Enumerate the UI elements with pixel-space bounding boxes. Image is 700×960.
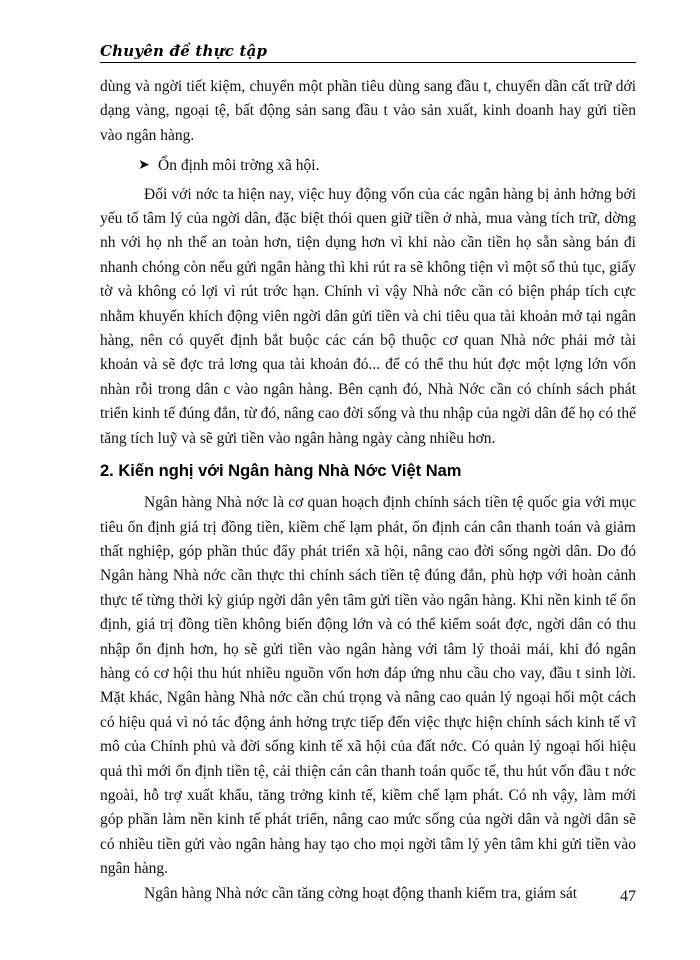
document-body (100, 75, 636, 906)
bullet-text: Ổn định môi trờng xã hội. (158, 157, 320, 175)
paragraph-inspection: Ngân hàng Nhà nớc cần tăng cờng hoạt động thanh kiểm tra, giám sát (144, 884, 578, 902)
section-heading: 2. Kiến nghị với Ngân hàng Nhà Nớc Việt Nam (100, 462, 462, 481)
header-title: Chuyên đề thực tập (100, 42, 268, 60)
arrow-bullet-icon: ➤ (138, 158, 150, 174)
bullet-item (100, 154, 636, 178)
page-number: 47 (620, 888, 636, 905)
page-header (100, 40, 636, 63)
paragraph-savings-psychology: Đối với nớc ta hiện nay, việc huy động vốn của các ngân hàng bị ảnh hởng bởi yếu tố tâm lý của ngời dân, đặc biệt thói quen giữ tiền ở nhà, mua vàng tích trữ, dờng nh với họ nh thế an toàn hơn, tiện dụng hơn vì khi nào cần tiền họ sẵn sàng bán đi nhanh chóng còn nếu gửi ngân hàng thì khi rút ra sẽ không tiện vì một số thủ tục, giấy tờ và không có lợi vì rút trớc hạn. Chính vì vậy Nhà nớc cần có biện pháp tích cực nhằm khuyến khích động viên ngời dân gửi tiền và chi tiêu qua tài khoản mở tại ngân hàng, nên có quyết định bắt buộc các cán bộ thuộc cơ quan Nhà nớc phải mở tài khoản và sẽ đợc trả lơng qua tài khoản đó... để có thể thu hút đợc một lợng lớn vốn nhàn rỗi trong dân c vào ngân hàng. Bên cạnh đó, Nhà Nớc cần có chính sách phát triển kinh tế đúng đắn, từ đó, nâng cao đời sống và thu nhập của ngời dân để họ có thể tăng tích luỹ và sẽ gửi tiền vào ngân hàng ngày càng nhiều hơn. (100, 185, 636, 447)
paragraph-state-bank: Ngân hàng Nhà nớc là cơ quan hoạch định chính sách tiền tệ quốc gia với mục tiêu ổn định giá trị đồng tiền, kiềm chế lạm phát, ổn định cán cân thanh toán và giảm thất nghiệp, góp phần thúc đẩy phát triển xã hội, nâng cao đời sống ngời dân. Do đó Ngân hàng Nhà nớc cần thực thi chính sách tiền tệ đúng đắn, phù hợp với hoàn cảnh thực tế từng thời kỳ giúp ngời dân yên tâm gửi tiền vào ngân hàng. Khi nền kinh tế ổn định, giá trị đồng tiền không biến động lớn và có thể kiểm soát đợc, ngời dân có thu nhập ổn định hơn, họ sẽ gửi tiền vào ngân hàng với tâm lý thoải mái, khi đó ngân hàng có cơ hội thu hút nhiều nguồn vốn hơn đáp ứng nhu cầu cho vay, đầu t sinh lời. Mặt khác, Ngân hàng Nhà nớc cần chú trọng và nâng cao quản lý ngoại hối một cách có hiệu quả vì nó tác động ảnh hởng trực tiếp đến việc thực hiện chính sách kinh tế vĩ mô của Chính phủ và đời sống kinh tế xã hội của đất nớc. Có quản lý ngoại hối hiệu quả thì mới ổn định tiền tệ, cải thiện cán cân thanh toán quốc tế, thu hút vốn đầu t nớc ngoài, hỗ trợ xuất khẩu, tăng trởng kinh tế, kiềm chế lạm phát. Có nh vậy, làm mới góp phần làm nền kinh tế phát triển, nâng cao mức sống của ngời dân và ngời dân sẽ có nhiều tiền gửi vào ngân hàng hay tạo cho mọi ngời tâm lý yên tâm khi gửi tiền vào ngân hàng. (100, 494, 636, 878)
paragraph-continuation: dùng và ngời tiết kiệm, chuyển một phần tiêu dùng sang đầu t, chuyển dần cất trữ dới dạng vàng, ngoại tệ, bất động sản sang đầu t vào sản xuất, kinh doanh hay gửi tiền vào ngân hàng. (100, 78, 636, 144)
